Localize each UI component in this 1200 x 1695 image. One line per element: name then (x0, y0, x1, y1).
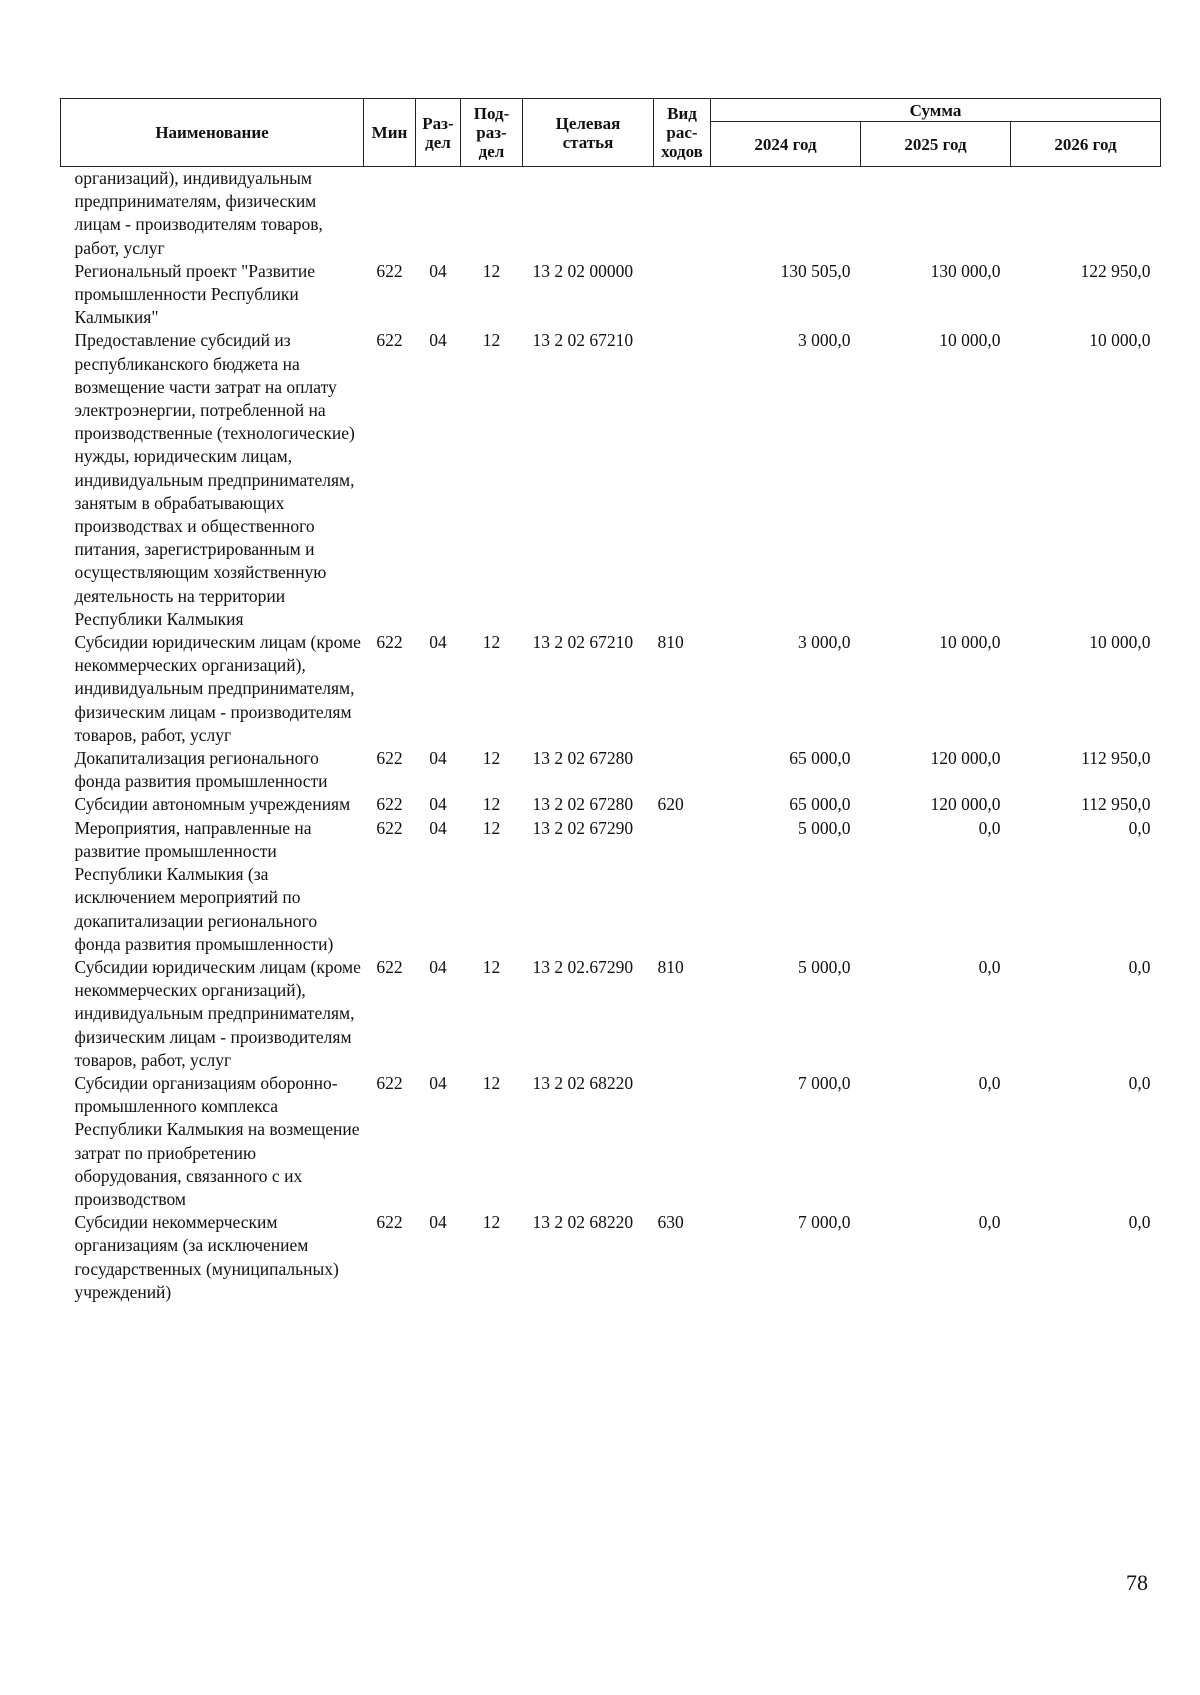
row-amount-2024: 65 000,0 (789, 748, 851, 769)
row-name: Субсидии юридическим лицам (кроме некоммерческих организаций), индивидуальным предпринимателям, физическим лицам - производителям товаров, работ, услуг (74, 632, 361, 745)
row-celevaya: 13 2 02 67280 (532, 794, 634, 815)
row-vid (654, 260, 711, 330)
table-row (61, 167, 1161, 260)
row-podrazdel: 12 (482, 794, 501, 815)
row-podrazdel: 12 (482, 956, 501, 977)
table-row (61, 793, 1161, 816)
row-amount-2026: 0,0 (1128, 956, 1151, 977)
row-celevaya (523, 167, 654, 260)
row-amount-2024: 3 000,0 (798, 632, 851, 653)
table-header (61, 99, 1161, 167)
row-amount-2026: 0,0 (1128, 1072, 1151, 1093)
header-celevaya: Целевая статья (523, 99, 654, 167)
row-amount-2026 (1011, 167, 1161, 260)
row-amount-2025: 0,0 (978, 1212, 1001, 1233)
row-name: Мероприятия, направленные на развитие промышленности Республики Калмыкия (за исключением мероприятий по докапитализации регионального фонда развития промышленности) (74, 817, 334, 954)
row-podrazdel: 12 (482, 1072, 501, 1093)
row-min: 622 (376, 794, 403, 815)
row-podrazdel: 12 (482, 817, 501, 838)
table-row (61, 1211, 1161, 1304)
row-amount-2026: 122 950,0 (1080, 260, 1151, 281)
row-podrazdel: 12 (482, 330, 501, 351)
row-min: 622 (376, 956, 403, 977)
table-row (61, 747, 1161, 793)
row-amount-2025: 0,0 (978, 956, 1001, 977)
row-amount-2025: 120 000,0 (930, 794, 1001, 815)
row-vid (654, 817, 711, 956)
row-razdel: 04 (429, 330, 447, 351)
header-razdel: Раз- дел (416, 99, 461, 167)
row-podrazdel: 12 (482, 748, 501, 769)
row-amount-2025: 120 000,0 (930, 748, 1001, 769)
row-podrazdel (461, 167, 523, 260)
header-summa: Сумма (711, 99, 1161, 122)
table-body (61, 167, 1161, 1304)
header-podrazdel: Под- раз- дел (461, 99, 523, 167)
row-podrazdel: 12 (482, 632, 501, 653)
row-min: 622 (376, 632, 403, 653)
row-podrazdel: 12 (482, 260, 501, 281)
budget-table (60, 98, 1161, 1304)
row-name: Субсидии юридическим лицам (кроме некоммерческих организаций), индивидуальным предпринимателям, физическим лицам - производителям товаров, работ, услуг (74, 956, 361, 1070)
row-amount-2024 (711, 167, 861, 260)
row-min: 622 (376, 1212, 403, 1233)
row-vid: 620 (657, 794, 684, 815)
table-row (61, 1072, 1161, 1211)
row-razdel (416, 167, 461, 260)
table-row (61, 631, 1161, 747)
row-vid: 630 (657, 1212, 684, 1233)
row-podrazdel: 12 (482, 1212, 501, 1233)
header-2026: 2026 год (1011, 122, 1161, 167)
row-amount-2026: 10 000,0 (1089, 330, 1151, 351)
row-vid: 810 (657, 956, 684, 977)
row-amount-2024: 65 000,0 (789, 794, 851, 815)
header-2025: 2025 год (861, 122, 1011, 167)
row-amount-2025 (861, 167, 1011, 260)
row-razdel: 04 (429, 748, 447, 769)
row-amount-2024: 130 505,0 (780, 260, 851, 281)
header-name: Наименование (61, 99, 364, 167)
row-vid: 810 (657, 632, 684, 653)
row-amount-2025: 10 000,0 (939, 632, 1001, 653)
row-min: 622 (376, 260, 403, 281)
table-row (61, 817, 1161, 956)
row-amount-2024: 7 000,0 (798, 1212, 851, 1233)
row-celevaya: 13 2 02.67290 (532, 956, 634, 977)
row-celevaya: 13 2 02 68220 (532, 1212, 634, 1233)
row-min: 622 (376, 748, 403, 769)
row-vid (654, 747, 711, 793)
header-vid: Вид рас- ходов (654, 99, 711, 167)
row-vid (654, 1072, 711, 1211)
row-vid (654, 329, 711, 631)
row-amount-2025: 0,0 (978, 1072, 1001, 1093)
row-razdel: 04 (429, 794, 447, 815)
row-amount-2026: 112 950,0 (1081, 748, 1151, 769)
row-amount-2026: 0,0 (1128, 1212, 1151, 1233)
row-amount-2026: 0,0 (1128, 817, 1151, 838)
row-name: Субсидии некоммерческим организациям (за исключением государственных (муниципальных) учреждений) (74, 1212, 339, 1302)
row-amount-2026: 10 000,0 (1089, 632, 1151, 653)
row-amount-2024: 5 000,0 (798, 956, 851, 977)
table-row (61, 956, 1161, 1072)
row-amount-2026: 112 950,0 (1081, 794, 1151, 815)
row-amount-2024: 3 000,0 (798, 330, 851, 351)
table-row (61, 329, 1161, 631)
row-vid (654, 167, 711, 260)
row-name: Предоставление субсидий из республиканского бюджета на возмещение части затрат на оплату электроэнергии, потребленной на производственные (технологические) нужды, юридическим лицам, индивидуальным предпринимателям, занятым в обрабатывающих производствах и общественного питания, зарегистрированным и осуществляющим хозяйственную деятельность на территории Республики Калмыкия (74, 330, 355, 629)
row-min: 622 (376, 1072, 403, 1093)
row-name: Субсидии автономным учреждениям (74, 794, 351, 815)
header-min: Мин (364, 99, 416, 167)
row-razdel: 04 (429, 1212, 447, 1233)
row-min: 622 (376, 817, 403, 838)
row-name: Субсидии организациям оборонно-промышленного комплекса Республики Калмыкия на возмещение затрат по приобретению оборудования, связанного с их производством (74, 1072, 360, 1209)
row-amount-2024: 7 000,0 (798, 1072, 851, 1093)
row-name: Региональный проект "Развитие промышленности Республики Калмыкия" (74, 260, 316, 328)
row-celevaya: 13 2 02 67290 (532, 817, 634, 838)
row-celevaya: 13 2 02 67210 (532, 330, 634, 351)
row-celevaya: 13 2 02 67210 (532, 632, 634, 653)
row-name: Докапитализация регионального фонда развития промышленности (74, 748, 328, 792)
row-amount-2025: 10 000,0 (939, 330, 1001, 351)
row-celevaya: 13 2 02 00000 (532, 260, 634, 281)
row-razdel: 04 (429, 817, 447, 838)
table-row (61, 260, 1161, 330)
row-min: 622 (376, 330, 403, 351)
row-amount-2025: 0,0 (978, 817, 1001, 838)
page-number: 78 (1126, 1570, 1148, 1595)
row-amount-2024: 5 000,0 (798, 817, 851, 838)
row-razdel: 04 (429, 260, 447, 281)
header-2024: 2024 год (711, 122, 861, 167)
row-celevaya: 13 2 02 67280 (532, 748, 634, 769)
row-razdel: 04 (429, 956, 447, 977)
row-razdel: 04 (429, 632, 447, 653)
row-razdel: 04 (429, 1072, 447, 1093)
row-amount-2025: 130 000,0 (930, 260, 1001, 281)
row-name: организаций), индивидуальным предпринимателям, физическим лицам - производителям товаров, работ, услуг (74, 168, 323, 258)
row-celevaya: 13 2 02 68220 (532, 1072, 634, 1093)
row-min (364, 167, 416, 260)
